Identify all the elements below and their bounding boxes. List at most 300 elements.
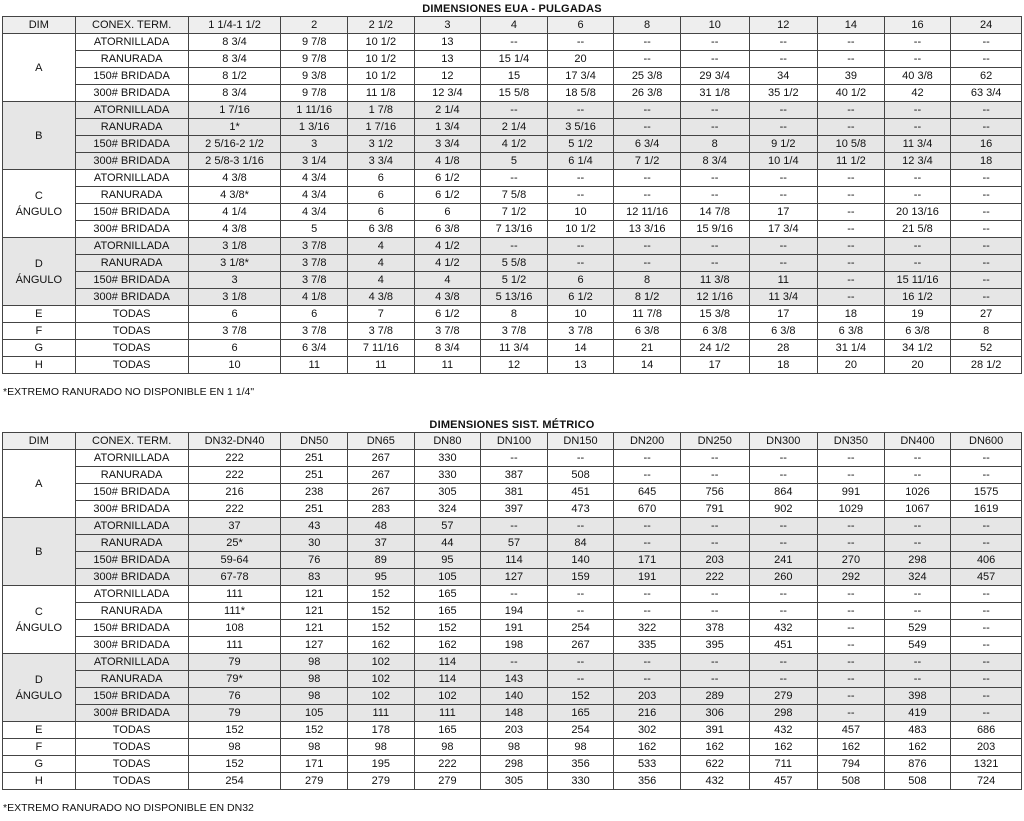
dimension-value: 152 (348, 586, 415, 603)
connection-type: RANURADA (75, 603, 188, 620)
column-header: DN80 (414, 433, 481, 450)
metric-table-title: DIMENSIONES SIST. MÉTRICO (429, 419, 595, 431)
dimension-value: 98 (281, 671, 348, 688)
table-row (3, 85, 1022, 102)
dimension-value: 622 (680, 756, 749, 773)
dimension-value: 37 (348, 535, 415, 552)
table-row (3, 484, 1022, 501)
dimension-value: 152 (281, 722, 348, 739)
us-dimensions-block (2, 2, 1022, 374)
dimension-value: 9 7/8 (281, 51, 348, 68)
dimension-value: -- (818, 34, 885, 51)
dimension-value: -- (680, 671, 749, 688)
dimension-value: 18 (951, 153, 1022, 170)
dimension-value: -- (818, 620, 885, 637)
dimension-value: 302 (614, 722, 681, 739)
dimension-value: 10 (547, 306, 614, 323)
dimension-value: 406 (951, 552, 1022, 569)
dimension-value: 270 (818, 552, 885, 569)
dimension-value: 21 (614, 340, 681, 357)
dimension-value: 140 (547, 552, 614, 569)
dim-label-line: ÁNGULO (15, 205, 63, 218)
dimension-value: 711 (749, 756, 818, 773)
dimension-value: 67-78 (188, 569, 281, 586)
dimension-value: 12 11/16 (614, 204, 681, 221)
dimension-value: 6 (348, 170, 415, 187)
dimension-value: 7 1/2 (481, 204, 548, 221)
header-row (3, 17, 1022, 34)
dimension-value: -- (884, 238, 951, 255)
dimension-value: -- (749, 170, 818, 187)
dimension-value: 1575 (951, 484, 1022, 501)
dimension-value: 98 (414, 739, 481, 756)
dimension-value: 111 (348, 705, 415, 722)
dimension-value: 18 5/8 (547, 85, 614, 102)
dimension-value: 12 (414, 68, 481, 85)
dimension-value: 11 (749, 272, 818, 289)
dimension-value: -- (884, 51, 951, 68)
connection-type: TODAS (75, 756, 188, 773)
dimension-value: -- (818, 603, 885, 620)
dim-label-line: H (34, 359, 43, 371)
column-header: DN50 (281, 433, 348, 450)
dimension-value: 3 7/8 (281, 272, 348, 289)
dimension-value: 152 (188, 756, 281, 773)
us-table-title: DIMENSIONES EUA - PULGADAS (422, 3, 602, 15)
dimension-value: -- (884, 467, 951, 484)
dimension-value: 152 (348, 620, 415, 637)
us-footnote: *EXTREMO RANURADO NO DISPONIBLE EN 1 1/4" (3, 386, 255, 398)
dimension-value: 292 (818, 569, 885, 586)
dimension-value: 238 (281, 484, 348, 501)
table-row (3, 637, 1022, 654)
dimension-value: 6 1/2 (414, 187, 481, 204)
dimension-value: -- (614, 238, 681, 255)
dimension-value: 1619 (951, 501, 1022, 518)
dimension-value: 902 (749, 501, 818, 518)
column-header: CONEX. TERM. (75, 17, 188, 34)
table-row (3, 535, 1022, 552)
connection-type: 300# BRIDADA (75, 501, 188, 518)
dimension-value: 4 1/2 (481, 136, 548, 153)
dimension-value: 39 (818, 68, 885, 85)
dimension-value: 98 (281, 654, 348, 671)
dimension-value: -- (481, 238, 548, 255)
dimension-value: 18 (749, 357, 818, 374)
dimension-value: -- (951, 238, 1022, 255)
dimension-value: 432 (680, 773, 749, 790)
dimension-value: 95 (414, 552, 481, 569)
dimension-value: 35 1/2 (749, 85, 818, 102)
dimension-value: -- (614, 187, 681, 204)
dimension-value: -- (680, 654, 749, 671)
dimension-value: 3 1/8 (188, 289, 281, 306)
table-row (3, 204, 1022, 221)
dimension-value: 4 3/4 (281, 204, 348, 221)
dimension-value: 2 1/4 (481, 119, 548, 136)
dimension-value: 222 (188, 450, 281, 467)
dimension-value: -- (749, 238, 818, 255)
dimension-value: -- (614, 450, 681, 467)
dimension-value: 14 7/8 (680, 204, 749, 221)
dimension-value: -- (680, 102, 749, 119)
dimension-value: 645 (614, 484, 681, 501)
dimension-value: 4 3/4 (281, 187, 348, 204)
column-header: 4 (481, 17, 548, 34)
dimension-value: -- (951, 637, 1022, 654)
dimension-value: 111* (188, 603, 281, 620)
dimension-value: 28 (749, 340, 818, 357)
dimension-value: 11 3/8 (680, 272, 749, 289)
table-row (3, 51, 1022, 68)
dimension-value: 1 7/8 (348, 102, 415, 119)
connection-type: ATORNILLADA (75, 170, 188, 187)
dimension-value: 18 (818, 306, 885, 323)
dim-label (3, 654, 76, 722)
dimension-value: -- (614, 255, 681, 272)
dim-label-line: H (34, 775, 43, 787)
dimension-value: 4 (414, 272, 481, 289)
dimension-value: 387 (481, 467, 548, 484)
dim-label-line: ÁNGULO (15, 273, 63, 286)
dimension-value: 10 (188, 357, 281, 374)
table-row (3, 102, 1022, 119)
dimension-value: 267 (348, 467, 415, 484)
dimension-value: 95 (348, 569, 415, 586)
table-row (3, 450, 1022, 467)
dimension-value: -- (818, 102, 885, 119)
dimension-value: 670 (614, 501, 681, 518)
header-row (3, 433, 1022, 450)
connection-type: 150# BRIDADA (75, 620, 188, 637)
dimension-value: -- (884, 255, 951, 272)
dimension-value: -- (951, 603, 1022, 620)
dim-label (3, 756, 76, 773)
dimension-value: 194 (481, 603, 548, 620)
dimension-value: 19 (884, 306, 951, 323)
dimension-value: 40 3/8 (884, 68, 951, 85)
dimension-value: 79 (188, 705, 281, 722)
dimension-value: -- (614, 535, 681, 552)
dimension-value: -- (951, 51, 1022, 68)
dim-label-line: G (34, 758, 44, 770)
dimension-value: 162 (884, 739, 951, 756)
dimension-value: -- (680, 518, 749, 535)
dimension-value: 457 (818, 722, 885, 739)
dimension-value: 57 (414, 518, 481, 535)
dimension-value: 4 3/8 (414, 289, 481, 306)
dim-label-line: A (35, 477, 43, 490)
dimension-value: 397 (481, 501, 548, 518)
dimension-value: 8 1/2 (614, 289, 681, 306)
dimension-value: 195 (348, 756, 415, 773)
table-row (3, 518, 1022, 535)
connection-type: 300# BRIDADA (75, 221, 188, 238)
dimension-value: 102 (348, 654, 415, 671)
dimension-value: -- (680, 586, 749, 603)
dimension-value: 4 (348, 255, 415, 272)
dimension-value: 24 1/2 (680, 340, 749, 357)
dim-label (3, 518, 76, 586)
dimension-value: 6 3/8 (884, 323, 951, 340)
dimension-value: 10 (547, 204, 614, 221)
dimension-value: 8 (951, 323, 1022, 340)
dimension-value: 4 3/8 (188, 170, 281, 187)
column-header: 10 (680, 17, 749, 34)
dimension-value: 6 1/2 (547, 289, 614, 306)
dimension-value: -- (749, 467, 818, 484)
dimension-value: 28 1/2 (951, 357, 1022, 374)
dimension-value: 267 (547, 637, 614, 654)
dimension-value: 279 (281, 773, 348, 790)
dimension-value: 254 (188, 773, 281, 790)
dimension-value: 3 7/8 (281, 255, 348, 272)
dimension-value: -- (951, 467, 1022, 484)
dimension-value: -- (680, 467, 749, 484)
dimension-value: -- (818, 586, 885, 603)
dimension-value: -- (951, 688, 1022, 705)
dimension-value: 11 3/4 (481, 340, 548, 357)
dim-label-line: F (35, 325, 43, 337)
column-header: 8 (614, 17, 681, 34)
dimension-value: 864 (749, 484, 818, 501)
column-header: 2 1/2 (348, 17, 415, 34)
dimension-value: 11 (281, 357, 348, 374)
dimension-value: -- (614, 603, 681, 620)
dimension-value: -- (680, 34, 749, 51)
dimension-value: 8 (680, 136, 749, 153)
dimension-value: 1 7/16 (348, 119, 415, 136)
dimension-value: 111 (188, 586, 281, 603)
column-header: DN350 (818, 433, 885, 450)
dimension-value: 15 3/8 (680, 306, 749, 323)
dimension-value: 391 (680, 722, 749, 739)
dimension-value: 4 3/8 (188, 221, 281, 238)
connection-type: RANURADA (75, 255, 188, 272)
dimension-value: 279 (414, 773, 481, 790)
dimension-value: -- (680, 187, 749, 204)
connection-type: 150# BRIDADA (75, 136, 188, 153)
dimension-value: -- (884, 102, 951, 119)
dimension-value: 1029 (818, 501, 885, 518)
dimension-value: 16 1/2 (884, 289, 951, 306)
dimension-value: 79 (188, 654, 281, 671)
dimension-value: 3 7/8 (281, 323, 348, 340)
dim-label (3, 323, 76, 340)
dimension-value: -- (749, 535, 818, 552)
dimension-value: -- (951, 34, 1022, 51)
connection-type: RANURADA (75, 119, 188, 136)
connection-type: 300# BRIDADA (75, 569, 188, 586)
dimension-value: 162 (749, 739, 818, 756)
dimension-value: -- (749, 586, 818, 603)
dimension-value: 34 (749, 68, 818, 85)
dimension-value: 3 7/8 (281, 238, 348, 255)
table-row (3, 739, 1022, 756)
dimension-value: 508 (884, 773, 951, 790)
metric-dimensions-block (2, 418, 1022, 790)
connection-type: TODAS (75, 773, 188, 790)
dimension-value: 4 1/8 (281, 289, 348, 306)
dimension-value: 15 11/16 (884, 272, 951, 289)
dimension-value: 6 3/8 (749, 323, 818, 340)
dimension-value: -- (884, 187, 951, 204)
dimension-value: 12 3/4 (884, 153, 951, 170)
dimension-value: 3 5/16 (547, 119, 614, 136)
dimension-value: 105 (414, 569, 481, 586)
dimension-value: -- (547, 255, 614, 272)
dimension-value: 7 (348, 306, 415, 323)
dim-label (3, 340, 76, 357)
dimension-value: -- (884, 654, 951, 671)
connection-type: ATORNILLADA (75, 102, 188, 119)
dim-label (3, 306, 76, 323)
column-header: DN100 (481, 433, 548, 450)
dimension-value: 298 (481, 756, 548, 773)
dimension-value: -- (818, 221, 885, 238)
dimension-value: 6 (348, 187, 415, 204)
dimension-value: -- (818, 289, 885, 306)
connection-type: ATORNILLADA (75, 34, 188, 51)
dimension-value: 216 (188, 484, 281, 501)
dimension-value: -- (547, 170, 614, 187)
dimension-value: -- (749, 654, 818, 671)
dimension-value: 8 1/2 (188, 68, 281, 85)
table-row (3, 119, 1022, 136)
dimension-value: 17 3/4 (547, 68, 614, 85)
dimension-value: 222 (188, 467, 281, 484)
column-header: DN32-DN40 (188, 433, 281, 450)
dimension-value: 3 7/8 (481, 323, 548, 340)
dimension-value: -- (884, 170, 951, 187)
dimension-value: -- (818, 637, 885, 654)
dimension-value: -- (818, 518, 885, 535)
dimension-value: 20 (884, 357, 951, 374)
dimension-value: 4 (348, 272, 415, 289)
column-header: 14 (818, 17, 885, 34)
column-header: 24 (951, 17, 1022, 34)
column-header: DN65 (348, 433, 415, 450)
dimension-value: 222 (414, 756, 481, 773)
metric-footnote: *EXTREMO RANURADO NO DISPONIBLE EN DN32 (3, 802, 254, 814)
table-row (3, 357, 1022, 374)
dimension-value: -- (884, 671, 951, 688)
dimension-value: 98 (547, 739, 614, 756)
column-header: 2 (281, 17, 348, 34)
dimension-value: 298 (749, 705, 818, 722)
dimension-value: 17 3/4 (749, 221, 818, 238)
dimension-value: 62 (951, 68, 1022, 85)
dimension-value: 127 (481, 569, 548, 586)
table-row (3, 170, 1022, 187)
table-row (3, 289, 1022, 306)
dimension-value: 2 5/16-2 1/2 (188, 136, 281, 153)
dim-label-line: ÁNGULO (15, 621, 63, 634)
table-row (3, 722, 1022, 739)
table-row (3, 323, 1022, 340)
dimension-value: -- (680, 238, 749, 255)
dimension-value: 330 (547, 773, 614, 790)
dimension-value: 4 3/8 (348, 289, 415, 306)
dimension-value: 11 1/8 (348, 85, 415, 102)
dimension-value: 37 (188, 518, 281, 535)
dimension-value: 724 (951, 773, 1022, 790)
dimension-value: 432 (749, 620, 818, 637)
dimension-value: 432 (749, 722, 818, 739)
dimension-value: 102 (348, 671, 415, 688)
dimension-value: 165 (414, 603, 481, 620)
dimension-value: 5 5/8 (481, 255, 548, 272)
dimension-value: 203 (481, 722, 548, 739)
dimension-value: 34 1/2 (884, 340, 951, 357)
dimension-value: -- (884, 518, 951, 535)
dimension-value: -- (614, 119, 681, 136)
dimension-value: 9 1/2 (749, 136, 818, 153)
dimension-value: -- (951, 289, 1022, 306)
dimension-value: 305 (414, 484, 481, 501)
dimension-value: -- (614, 51, 681, 68)
dimension-value: 11 3/4 (749, 289, 818, 306)
dimension-value: 260 (749, 569, 818, 586)
dimension-value: -- (481, 586, 548, 603)
dimension-value: 3 1/4 (281, 153, 348, 170)
dimension-value: 152 (414, 620, 481, 637)
dimension-value: 324 (414, 501, 481, 518)
dimension-value: -- (547, 586, 614, 603)
connection-type: TODAS (75, 323, 188, 340)
dimension-value: 451 (749, 637, 818, 654)
dimension-value: 140 (481, 688, 548, 705)
dimension-value: 1067 (884, 501, 951, 518)
dimension-value: 165 (414, 586, 481, 603)
dimension-value: -- (884, 586, 951, 603)
dimension-value: 15 (481, 68, 548, 85)
dimension-value: 8 3/4 (188, 34, 281, 51)
connection-type: 300# BRIDADA (75, 289, 188, 306)
dimension-value: 305 (481, 773, 548, 790)
dimension-value: -- (547, 654, 614, 671)
dimension-value: 152 (188, 722, 281, 739)
dimension-value: 5 (481, 153, 548, 170)
table-row (3, 68, 1022, 85)
dimension-value: 27 (951, 306, 1022, 323)
dimension-value: 98 (348, 739, 415, 756)
dimension-value: 2 5/8-3 1/16 (188, 153, 281, 170)
dimension-value: 7 11/16 (348, 340, 415, 357)
dimension-value: 162 (348, 637, 415, 654)
dimension-value: 3 (188, 272, 281, 289)
dim-label (3, 238, 76, 306)
dimension-value: 4 3/4 (281, 170, 348, 187)
dimension-value: -- (749, 255, 818, 272)
dimension-value: -- (547, 238, 614, 255)
dimension-value: 21 5/8 (884, 221, 951, 238)
dimension-value: 10 1/2 (348, 68, 415, 85)
dimension-value: 8 3/4 (188, 51, 281, 68)
dimension-value: 241 (749, 552, 818, 569)
dimension-value: 306 (680, 705, 749, 722)
dimension-value: -- (481, 654, 548, 671)
dimension-value: 11 (348, 357, 415, 374)
connection-type: 150# BRIDADA (75, 204, 188, 221)
dimension-value: -- (749, 34, 818, 51)
dimension-value: 6 3/8 (348, 221, 415, 238)
dimension-value: 267 (348, 484, 415, 501)
dimension-value: -- (481, 518, 548, 535)
dimension-value: 3 (281, 136, 348, 153)
table-row (3, 238, 1022, 255)
dimension-value: -- (680, 535, 749, 552)
